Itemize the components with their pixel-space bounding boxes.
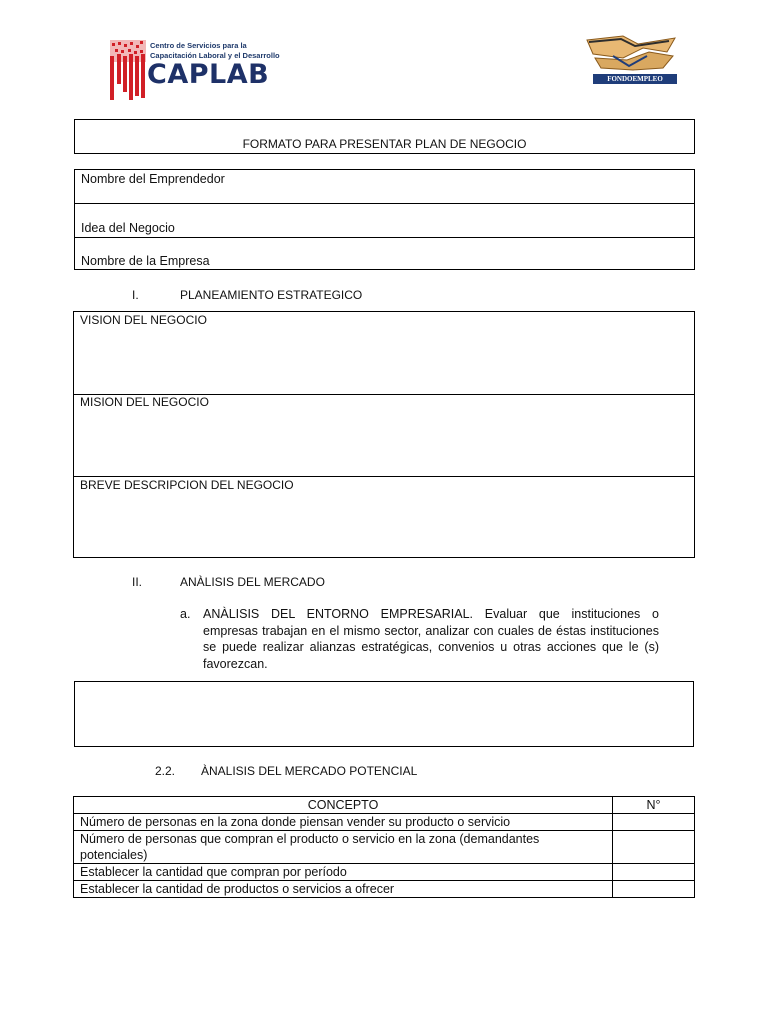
title-box bbox=[74, 119, 695, 154]
info-box bbox=[74, 169, 695, 270]
field-idea-negocio[interactable]: Idea del Negocio bbox=[81, 221, 175, 235]
row-divider bbox=[75, 237, 694, 238]
table-cell-numero[interactable] bbox=[613, 831, 695, 864]
fondoempleo-label: FONDOEMPLEO bbox=[593, 74, 677, 84]
field-descripcion[interactable]: BREVE DESCRIPCION DEL NEGOCIO bbox=[80, 478, 294, 492]
field-nombre-emprendedor[interactable]: Nombre del Emprendedor bbox=[81, 172, 225, 186]
section1-number: I. bbox=[132, 288, 139, 302]
table-cell-numero[interactable] bbox=[613, 881, 695, 898]
table-cell-concepto: Número de personas en la zona donde piensan vender su producto o servicio bbox=[74, 814, 613, 831]
sub-a-text: Evaluar que instituciones o empresas trabajan en el mismo sector, analizar con cuales de éstas instituciones se puede realizar alianzas estratégicas, convenios u otras acciones que le (s) favorezcan. bbox=[203, 607, 659, 671]
sub-a-paragraph bbox=[203, 606, 659, 672]
field-vision[interactable]: VISION DEL NEGOCIO bbox=[80, 313, 207, 327]
table-row bbox=[74, 831, 695, 864]
sub-a-marker: a. bbox=[180, 607, 191, 621]
fondoempleo-logo bbox=[583, 34, 679, 90]
table-header-row bbox=[74, 797, 695, 814]
entorno-answer-box[interactable] bbox=[74, 681, 694, 747]
table-cell-concepto: Establecer la cantidad de productos o servicios a ofrecer bbox=[74, 881, 613, 898]
field-nombre-empresa[interactable]: Nombre de la Empresa bbox=[81, 254, 210, 268]
market-table bbox=[73, 796, 695, 898]
table-cell-numero[interactable] bbox=[613, 864, 695, 881]
caplab-logo bbox=[110, 40, 280, 102]
table-cell-numero[interactable] bbox=[613, 814, 695, 831]
sub-a-heading: ANÀLISIS DEL ENTORNO EMPRESARIAL. bbox=[203, 607, 474, 621]
table-cell-concepto: Número de personas que compran el producto o servicio en la zona (demandantes potenciales) bbox=[74, 831, 613, 864]
row-divider bbox=[74, 476, 694, 477]
section2-number: II. bbox=[132, 575, 143, 589]
caplab-wordmark: CAPLAB bbox=[147, 59, 270, 90]
table-row bbox=[74, 864, 695, 881]
table-row bbox=[74, 814, 695, 831]
sub-22-title: ÀNALISIS DEL MERCADO POTENCIAL bbox=[201, 764, 418, 778]
sub-22-number: 2.2. bbox=[155, 764, 176, 778]
table-row bbox=[74, 881, 695, 898]
caplab-emblem-icon bbox=[110, 40, 146, 102]
section2-title: ANÀLISIS DEL MERCADO bbox=[180, 575, 325, 589]
col-concepto: CONCEPTO bbox=[74, 797, 613, 814]
col-numero: N° bbox=[613, 797, 695, 814]
page-title: FORMATO PARA PRESENTAR PLAN DE NEGOCIO bbox=[242, 137, 527, 151]
caplab-tagline: Centro de Servicios para la Capacitación Laboral y el Desarrollo bbox=[150, 41, 280, 60]
section1-title: PLANEAMIENTO ESTRATEGICO bbox=[180, 288, 363, 302]
row-divider bbox=[75, 203, 694, 204]
table-cell-concepto: Establecer la cantidad que compran por período bbox=[74, 864, 613, 881]
strategic-box bbox=[73, 311, 695, 558]
field-mision[interactable]: MISION DEL NEGOCIO bbox=[80, 395, 209, 409]
fondoempleo-emblem-icon bbox=[583, 34, 679, 76]
